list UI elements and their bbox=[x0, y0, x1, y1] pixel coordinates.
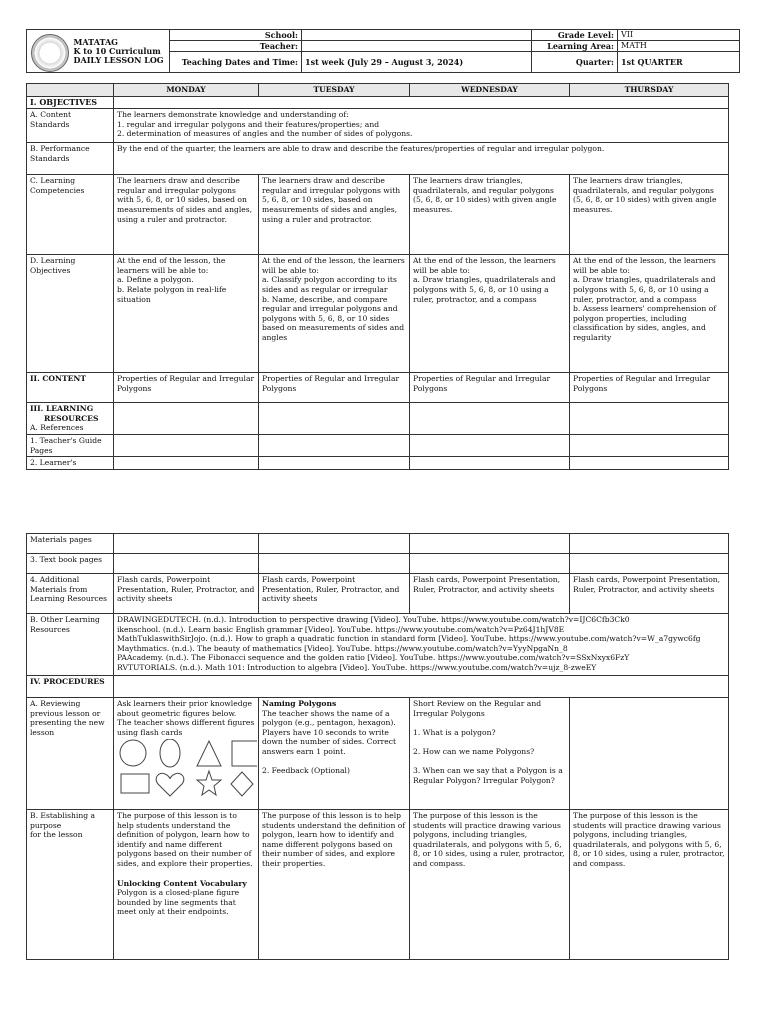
performance-standards-label: B. Performance Standards bbox=[27, 143, 114, 175]
reference-item[interactable]: DRAWINGEDUTECH. (n.d.). Introduction to perspective drawing [Video]. YouTube. https://www.youtube.com/watch?v=IJC6Cfb3Ck0 bbox=[117, 615, 630, 624]
references-thursday bbox=[570, 403, 729, 435]
learning-objectives-label: D. Learning Objectives bbox=[27, 255, 114, 373]
day-header-monday: MONDAY bbox=[114, 84, 259, 97]
reviewing-wednesday: Short Review on the Regular and Irregular Polygons 1. What is a polygon? 2. How can we name Polygons? 3. When can we say that a Polygon is a Regular Polygon? Irregular Polygon? bbox=[410, 698, 570, 810]
purpose-monday-text: The purpose of this lesson is to help students understand the definition of polygon, learn how to identify and name different polygons based on their number of sides, and explore their properties. bbox=[117, 811, 253, 868]
diamond-shape-icon bbox=[231, 772, 253, 796]
establishing-purpose-label: B. Establishing a purpose for the lesson bbox=[27, 810, 114, 960]
school-label: School: bbox=[170, 30, 302, 41]
materials-pages-label: Materials pages bbox=[27, 534, 114, 554]
org-line-3: DAILY LESSON LOG bbox=[73, 54, 164, 65]
competency-thursday: The learners draw triangles, quadrilaterals, and regular polygons (5, 6, 8, or 10 sides) with given angle measures. bbox=[570, 175, 729, 255]
tg-monday bbox=[114, 435, 259, 457]
org-line-1: MATATAG bbox=[73, 36, 119, 47]
competency-monday: The learners draw and describe regular and irregular polygons with 5, 6, 8, or 10 sides, based on measurements of sides and angles, using a ruler and protractor. bbox=[114, 175, 259, 255]
reviewing-previous-lesson-label: A. Reviewing previous lesson or presenting the new lesson bbox=[27, 698, 114, 810]
naming-polygons-title: Naming Polygons bbox=[262, 699, 337, 708]
tb-wednesday bbox=[410, 554, 570, 574]
section-learning-resources bbox=[27, 403, 114, 435]
quarter-label: Quarter: bbox=[532, 52, 618, 73]
learning-objective-wednesday: At the end of the lesson, the learners will be able to: a. Draw triangles, quadrilaterals and polygons with 5, 6, 8, or 10 using a ruler, protractor, and a compass bbox=[410, 255, 570, 373]
grade-level-label: Grade Level: bbox=[532, 30, 618, 41]
tg-wednesday bbox=[410, 435, 570, 457]
oval-shape-icon bbox=[160, 739, 180, 767]
teacher-field[interactable] bbox=[302, 41, 532, 52]
additional-tuesday: Flash cards, Powerpoint Presentation, Ruler, Protractor, and activity sheets bbox=[259, 574, 410, 614]
purpose-thursday: The purpose of this lesson is the students will practice drawing various polygons, including triangles, quadrilaterals, and polygons with 5, 6, 8, or 10 sides, using a ruler, protractor, and compass. bbox=[570, 810, 729, 960]
reviewing-monday-text: Ask learners their prior knowledge about geometric figures below. The teacher shows different figures using flash cards bbox=[117, 699, 255, 737]
learning-objective-monday: At the end of the lesson, the learners will be able to: a. Define a polygon. b. Relate polygon in real-life situation bbox=[114, 255, 259, 373]
mp-wednesday bbox=[410, 534, 570, 554]
teaching-dates-field[interactable]: 1st week (July 29 – August 3, 2024) bbox=[302, 52, 532, 73]
deped-seal-icon bbox=[31, 34, 69, 72]
corner-cell bbox=[27, 84, 114, 97]
reviewing-thursday bbox=[570, 698, 729, 810]
content-thursday: Properties of Regular and Irregular Polygons bbox=[570, 373, 729, 403]
reference-item[interactable]: ikenschool. (n.d.). Learn basic English grammar [Video]. YouTube. https://www.youtube.com/watch?v=Pz64J1hJV8E bbox=[117, 624, 565, 634]
unlocking-vocabulary-text: Polygon is a closed-plane figure bounded by line segments that meet only at their endpoints. bbox=[117, 888, 240, 917]
learning-area-field[interactable]: MATH bbox=[618, 41, 740, 52]
objectives-blank bbox=[114, 96, 729, 109]
tb-monday bbox=[114, 554, 259, 574]
org-title bbox=[74, 38, 164, 65]
purpose-monday bbox=[114, 810, 259, 960]
tb-tuesday bbox=[259, 554, 410, 574]
day-header-thursday: THURSDAY bbox=[570, 84, 729, 97]
lm-thursday bbox=[570, 457, 729, 470]
learners-label: 2. Learner's bbox=[27, 457, 114, 470]
reference-item[interactable]: MathTuklaswithSirJojo. (n.d.). How to graph a quadratic function in standard form [Video]. YouTube. https://www.youtube.com/watch?v=W_a7gywc6fg Maythmatics. (n.d.). The beauty of mathematics [Video]. YouTube. https://www.youtube.com/watch?v=YyyNpgaNn_8 bbox=[117, 634, 701, 653]
square-shape-icon bbox=[232, 741, 257, 766]
purpose-tuesday: The purpose of this lesson is to help students understand the definition of polygon, learn how to identify and name different polygons based on their number of sides, and explore their properties. bbox=[259, 810, 410, 960]
lesson-table-page-2 bbox=[26, 533, 729, 960]
day-header-wednesday: WEDNESDAY bbox=[410, 84, 570, 97]
performance-standards-text: By the end of the quarter, the learners are able to draw and describe the features/properties of regular and irregular polygon. bbox=[114, 143, 729, 175]
reviewing-tuesday bbox=[259, 698, 410, 810]
section-procedures: IV. PROCEDURES bbox=[27, 676, 114, 698]
lm-monday bbox=[114, 457, 259, 470]
competency-tuesday: The learners draw and describe regular and irregular polygons with 5, 6, 8, or 10 sides, based on measurements of sides and angles, using a ruler and protractor. bbox=[259, 175, 410, 255]
lm-tuesday bbox=[259, 457, 410, 470]
reviewing-monday bbox=[114, 698, 259, 810]
resources-heading-2: RESOURCES bbox=[44, 413, 99, 423]
star-shape-icon bbox=[197, 771, 221, 795]
references-label: A. References bbox=[30, 423, 84, 433]
org-line-2: K to 10 Curriculum bbox=[73, 45, 161, 56]
day-header-tuesday: TUESDAY bbox=[259, 84, 410, 97]
learning-area-label: Learning Area: bbox=[532, 41, 618, 52]
references-tuesday bbox=[259, 403, 410, 435]
quarter-field[interactable]: 1st QUARTER bbox=[618, 52, 740, 73]
geometric-figures bbox=[117, 739, 255, 799]
content-monday: Properties of Regular and Irregular Polygons bbox=[114, 373, 259, 403]
procedures-blank bbox=[114, 676, 729, 698]
additional-monday: Flash cards, Powerpoint Presentation, Ruler, Protractor, and activity sheets bbox=[114, 574, 259, 614]
resources-heading-1: III. LEARNING bbox=[30, 404, 94, 414]
competency-wednesday: The learners draw triangles, quadrilaterals, and regular polygons (5, 6, 8, or 10 sides) with given angle measures. bbox=[410, 175, 570, 255]
learning-objective-tuesday: At the end of the lesson, the learners will be able to: a. Classify polygon according to its sides and as regular or irregular b. Name, describe, and compare regular and irregular polygons and polygons with 5, 6, 8, or 10 sides based on measurements of sides and angles bbox=[259, 255, 410, 373]
reference-item[interactable]: RVTUTORIALS. (n.d.). Math 101: Introduction to algebra [Video]. YouTube. https://www.youtube.com/watch?v=ujz_8-zweEY bbox=[117, 662, 597, 672]
rectangle-shape-icon bbox=[121, 774, 149, 793]
tg-thursday bbox=[570, 435, 729, 457]
circle-shape-icon bbox=[120, 740, 146, 766]
tg-tuesday bbox=[259, 435, 410, 457]
additional-materials-label: 4. Additional Materials from Learning Resources bbox=[27, 574, 114, 614]
triangle-shape-icon bbox=[197, 741, 221, 766]
other-resources-list bbox=[114, 614, 729, 676]
section-objectives: I. OBJECTIVES bbox=[27, 96, 114, 109]
tb-thursday bbox=[570, 554, 729, 574]
lm-wednesday bbox=[410, 457, 570, 470]
grade-level-field[interactable]: VII bbox=[618, 30, 740, 41]
learning-competencies-label: C. Learning Competencies bbox=[27, 175, 114, 255]
unlocking-vocabulary-title: Unlocking Content Vocabulary bbox=[117, 878, 247, 888]
mp-monday bbox=[114, 534, 259, 554]
section-content: II. CONTENT bbox=[27, 373, 114, 403]
references-wednesday bbox=[410, 403, 570, 435]
references-monday bbox=[114, 403, 259, 435]
purpose-wednesday: The purpose of this lesson is the students will practice drawing various polygons, including triangles, quadrilaterals, and polygons with 5, 6, 8, or 10 sides, using a ruler, protractor, and compass. bbox=[410, 810, 570, 960]
learning-objective-thursday: At the end of the lesson, the learners will be able to: a. Draw triangles, quadrilaterals and polygons with 5, 6, 8, or 10 using a ruler, protractor, and a compass b. Assess learners' comprehension of polygon properties, including classification by sides, angles, and regularity bbox=[570, 255, 729, 373]
lesson-table-page-1 bbox=[26, 83, 729, 470]
teacher-label: Teacher: bbox=[170, 41, 302, 52]
content-wednesday: Properties of Regular and Irregular Polygons bbox=[410, 373, 570, 403]
deped-logo bbox=[27, 30, 170, 73]
reviewing-tuesday-text: The teacher shows the name of a polygon (e.g., pentagon, hexagon). Players have 10 seconds to write down the number of sides. Correct answers earn 1 point. 2. Feedback (Optional) bbox=[262, 708, 397, 776]
additional-wednesday: Flash cards, Powerpoint Presentation, Ruler, Protractor, and activity sheets bbox=[410, 574, 570, 614]
textbook-pages-label: 3. Text book pages bbox=[27, 554, 114, 574]
teachers-guide-label: 1. Teacher's Guide Pages bbox=[27, 435, 114, 457]
lesson-log-header bbox=[26, 29, 739, 73]
teaching-dates-label: Teaching Dates and Time: bbox=[170, 52, 302, 73]
content-standards-label: A. Content Standards bbox=[27, 109, 114, 143]
school-field[interactable] bbox=[302, 30, 532, 41]
mp-tuesday bbox=[259, 534, 410, 554]
reference-item[interactable]: PAAcademy. (n.d.). The Fibonacci sequence and the golden ratio [Video]. YouTube. https://www.youtube.com/watch?v=SSxNxyx6FzY bbox=[117, 653, 630, 663]
heart-shape-icon bbox=[156, 774, 184, 797]
content-tuesday: Properties of Regular and Irregular Polygons bbox=[259, 373, 410, 403]
additional-thursday: Flash cards, Powerpoint Presentation, Ruler, Protractor, and activity sheets bbox=[570, 574, 729, 614]
content-standards-text: The learners demonstrate knowledge and understanding of: 1. regular and irregular polygons and their features/properties; and 2. determination of measures of angles and the number of sides of polygons. bbox=[114, 109, 729, 143]
other-resources-label: B. Other Learning Resources bbox=[27, 614, 114, 676]
mp-thursday bbox=[570, 534, 729, 554]
